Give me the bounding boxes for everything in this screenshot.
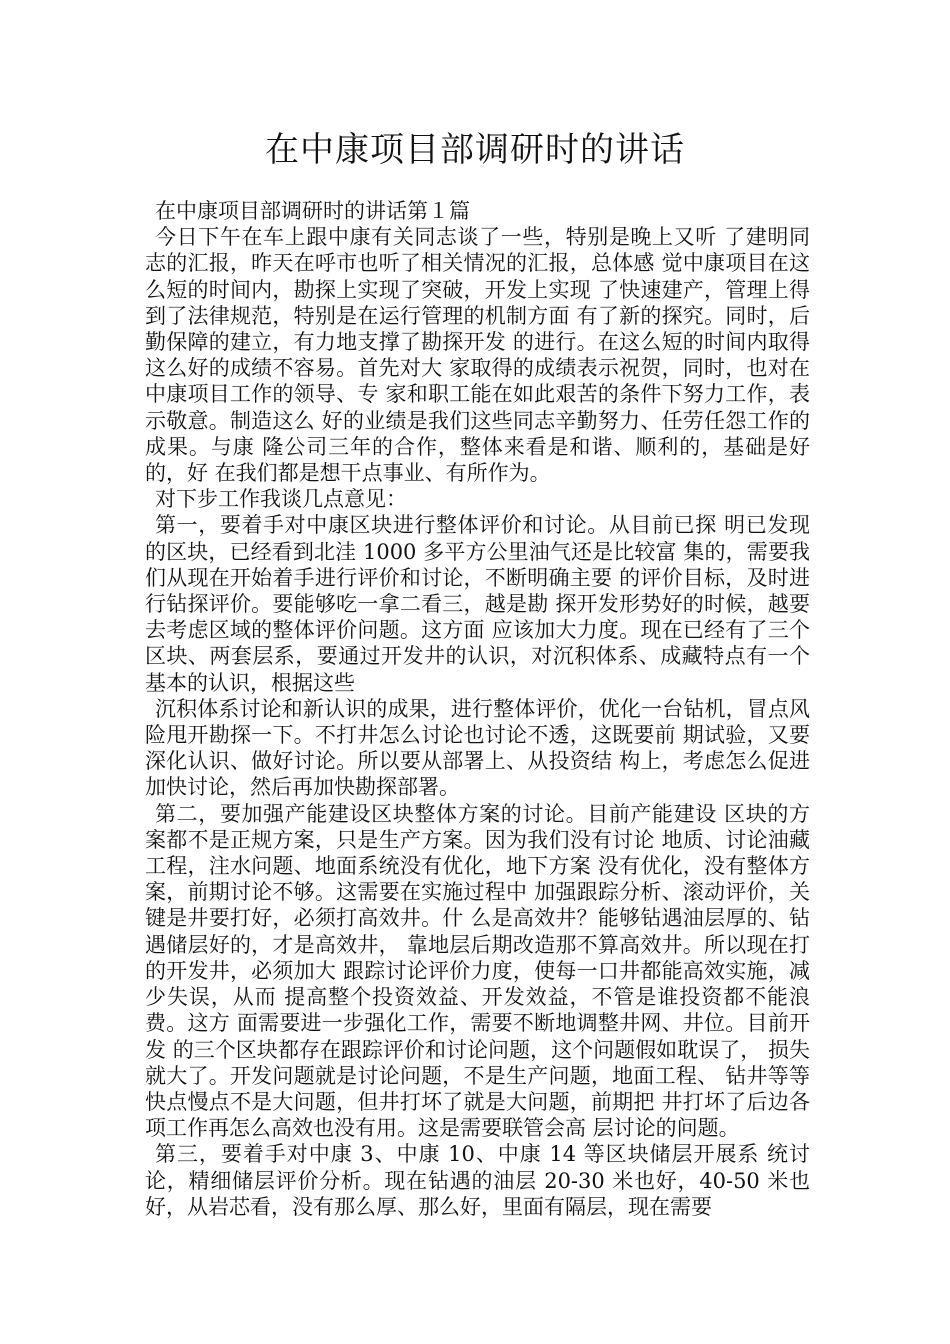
paragraph-point-one-cont: 沉积体系讨论和新认识的成果，进行整体评价，优化一台钻机，冒点风险甩开勘探一下。不打井怎么讨论也讨论不透，这既要前 期试验，又要深化认识、做好讨论。所以要从部署上、从投资结 构上，考虑怎么促进加快讨论，然后再加快勘探部署。	[145, 696, 810, 800]
document-title: 在中康项目部调研时的讲话	[265, 130, 685, 170]
paragraph-subtitle: 在中康项目部调研时的讲话第１篇	[155, 199, 470, 223]
paragraph-opinions-lead: 对下步工作我谈几点意见：	[155, 487, 407, 512]
document-body	[145, 198, 810, 1220]
paragraph-point-two: 第二，要加强产能建设区块整体方案的讨论。目前产能建设 区块的方案都不是正规方案，只是生产方案。因为我们没有讨论 地质、讨论油藏工程，注水问题、地面系统没有优化，地下方案 没有优化，没有整体方案，前期讨论不够。这需要在实施过程中 加强跟踪分析、滚动评价，关键是井要打好，必须打高效井。什 么是高效井？能够钻遇油层厚的、钻遇储层好的，才是高效井， 靠地层后期改造那不算高效井。所以现在打的开发井，必须加大 跟踪讨论评价力度，使每一口井都能高效实施，减少失误，从而 提高整个投资效益、开发效益，不管是谁投资都不能浪费。这方 面需要进一步强化工作，需要不断地调整井网、井位。目前开发 的三个区块都存在跟踪评价和讨论问题，这个问题假如耽误了， 损失就大了。开发问题就是讨论问题，不是生产问题，地面工程、 钻井等等快点慢点不是大问题，但井打坏了就是大问题，前期把 井打坏了后边各项工作再怎么高效也没有用。这是需要联管会高 层讨论的问题。	[145, 801, 810, 1141]
paragraph-intro: 今日下午在车上跟中康有关同志谈了一些，特别是晚上又听 了建明同志的汇报，昨天在呼市也听了相关情况的汇报，总体感 觉中康项目在这么短的时间内，勘探上实现了突破，开发上实现 了快速建产，管理上得到了法律规范，特别是在运行管理的机制方面 有了新的探究。同时，后勤保障的建立，有力地支撑了勘探开发 的进行。在这么短的时间内取得这么好的成绩不容易。首先对大 家取得的成绩表示祝贺，同时，也对在中康项目工作的领导、专 家和职工能在如此艰苦的条件下努力工作，表示敬意。制造这么 好的业绩是我们这些同志辛勤努力、任劳任怨工作的成果。与康 隆公司三年的合作，整体来看是和谐、顺利的，基础是好的，好 在我们都是想干点事业、有所作为。	[145, 225, 810, 486]
paragraph-point-one: 第一，要着手对中康区块进行整体评价和讨论。从目前已探 明已发现的区块，已经看到北洼 1000 多平方公里油气还是比较富 集的，需要我们从现在开始着手进行评价和讨论，不断明确主要 的评价目标，及时进行钻探评价。要能够吃一拿二看三，越是勘 探开发形势好的时候，越要去考虑区域的整体评价问题。这方面 应该加大力度。现在已经有了三个区块、两套层系，要通过开发井的认识，对沉积体系、成藏特点有一个基本的认识，根据这些	[145, 513, 810, 695]
paragraph-point-three: 第三，要着手对中康 3、中康 10、中康 14 等区块储层开展系 统讨论，精细储层评价分析。现在钻遇的油层 20-30 米也好，40-50 米也好，从岩芯看，没有那么厚、那么好，里面有隔层，现在需要	[145, 1142, 810, 1219]
